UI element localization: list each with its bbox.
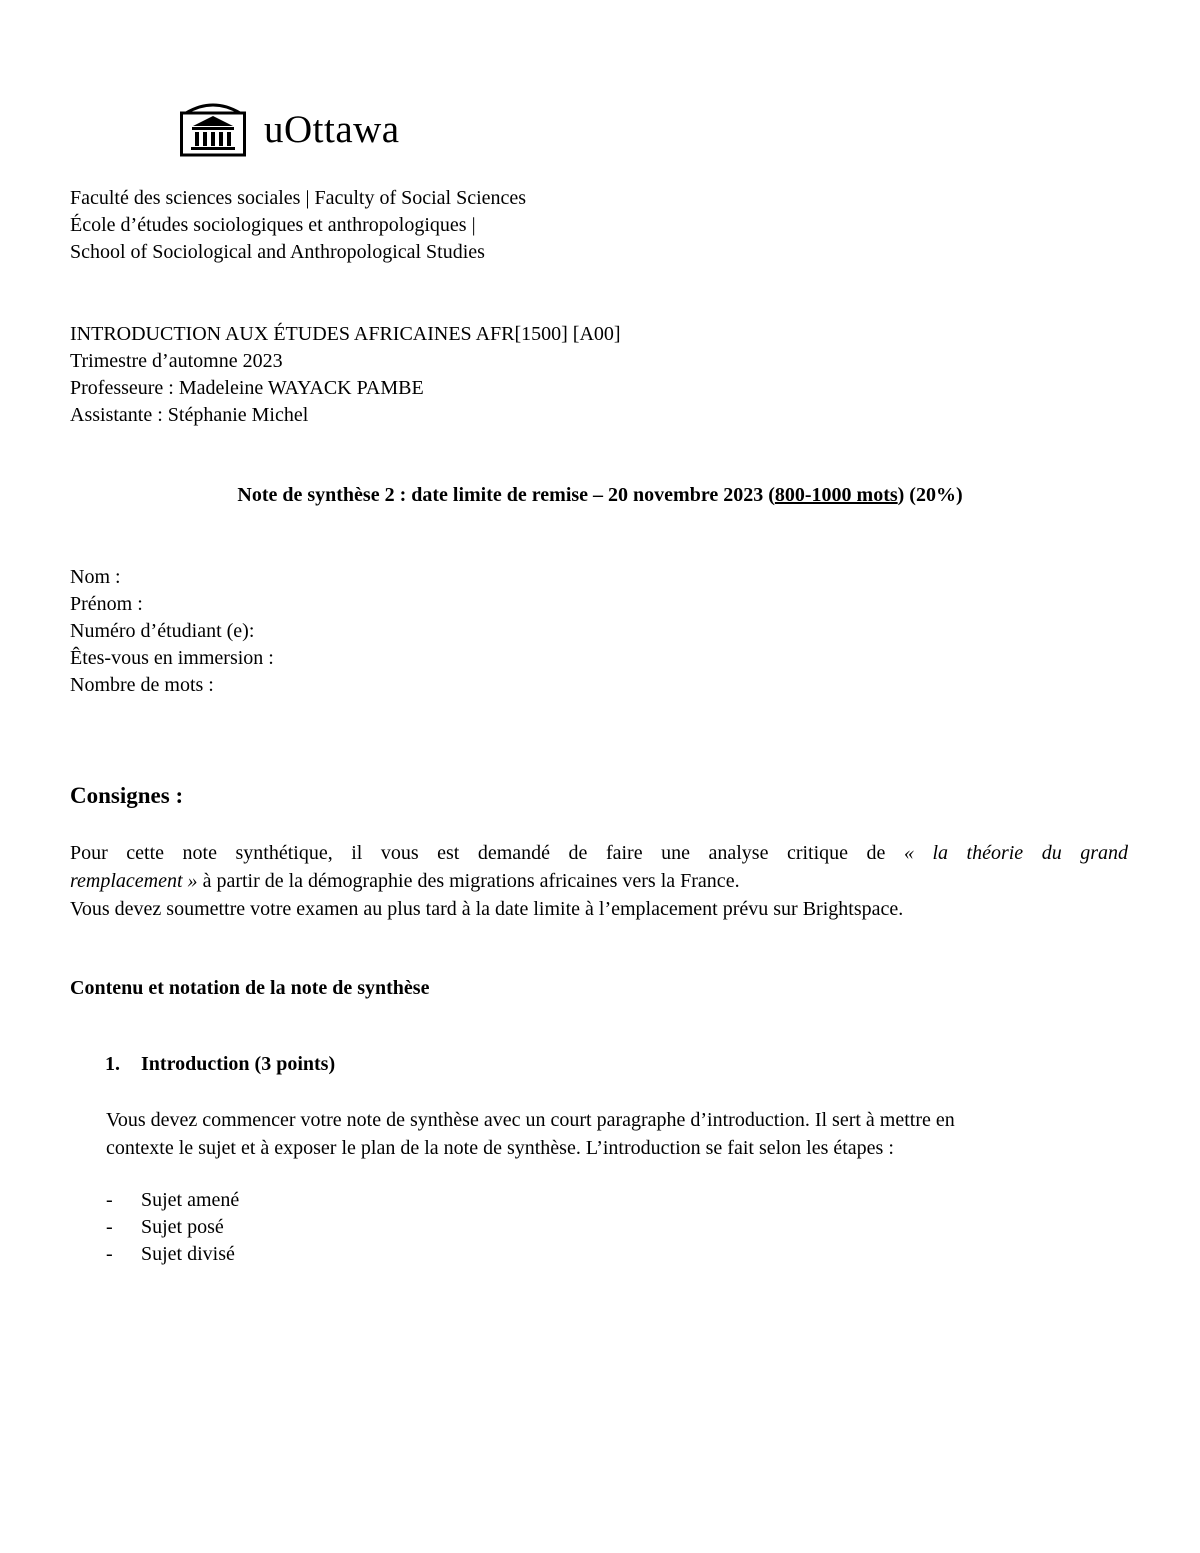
instructions-para1-end: à partir de la démographie des migrations africaines vers la France. xyxy=(197,870,740,892)
school-line-fr: École d’études sociologiques et anthropologiques | xyxy=(70,214,476,236)
list-item: - Sujet divisé xyxy=(106,1243,235,1265)
field-first-name-label: Prénom : xyxy=(70,593,143,615)
university-building-icon xyxy=(180,99,246,157)
logo-wordmark: uOttawa xyxy=(264,107,400,151)
instructions-paragraph xyxy=(70,839,1128,923)
faculty-line: Faculté des sciences sociales | Faculty of Social Sciences xyxy=(70,187,527,209)
section-1-line-2: contexte le sujet et à exposer le plan de la note de synthèse. L’introduction se fait selon les étapes : xyxy=(106,1137,894,1159)
field-name-label: Nom : xyxy=(70,566,121,588)
assignment-title-suffix: ) (20%) xyxy=(897,484,963,506)
instructions-line-2 xyxy=(70,867,1128,895)
course-assistant: Assistante : Stéphanie Michel xyxy=(70,404,309,426)
section-1-number: 1. xyxy=(105,1053,120,1075)
instructions-para2: Vous devez soumettre votre examen au plus tard à la date limite à l’emplacement prévu sur Brightspace. xyxy=(70,898,904,920)
assignment-word-range: 800-1000 mots xyxy=(774,484,898,506)
section-1-line-1: Vous devez commencer votre note de synthèse avec un court paragraphe d’introduction. Il sert à mettre en xyxy=(106,1109,955,1131)
instructions-heading: Consignes : xyxy=(70,783,184,808)
course-title: INTRODUCTION AUX ÉTUDES AFRICAINES AFR[1500] [A00] xyxy=(70,323,621,345)
field-student-number-label: Numéro d’étudiant (e): xyxy=(70,620,255,642)
assignment-title xyxy=(70,484,1130,507)
course-term: Trimestre d’automne 2023 xyxy=(70,350,283,372)
instructions-para1-italic-a: « la théorie du grand xyxy=(903,842,1128,864)
instructions-line-1 xyxy=(70,839,1128,867)
section-1-steps-list xyxy=(106,1187,239,1268)
school-line-en: School of Sociological and Anthropological Studies xyxy=(70,241,485,263)
field-immersion-label: Êtes-vous en immersion : xyxy=(70,647,274,669)
list-item: - Sujet amené xyxy=(106,1189,240,1211)
list-item: - Sujet posé xyxy=(106,1216,224,1238)
section-1-heading xyxy=(105,1053,335,1076)
course-professor: Professeure : Madeleine WAYACK PAMBE xyxy=(70,377,424,399)
field-word-count-label: Nombre de mots : xyxy=(70,674,214,696)
section-1-paragraph xyxy=(106,1106,955,1162)
content-heading: Contenu et notation de la note de synthèse xyxy=(70,977,430,999)
uottawa-logo xyxy=(180,98,400,158)
assignment-title-prefix: Note de synthèse 2 : date limite de remise – 20 novembre 2023 ( xyxy=(237,484,775,506)
section-1-title: Introduction (3 points) xyxy=(141,1053,336,1075)
instructions-para1-italic-b: remplacement » xyxy=(70,870,198,892)
instructions-para1-start: Pour cette note synthétique, il vous est demandé de faire une analyse critique de xyxy=(70,842,904,864)
